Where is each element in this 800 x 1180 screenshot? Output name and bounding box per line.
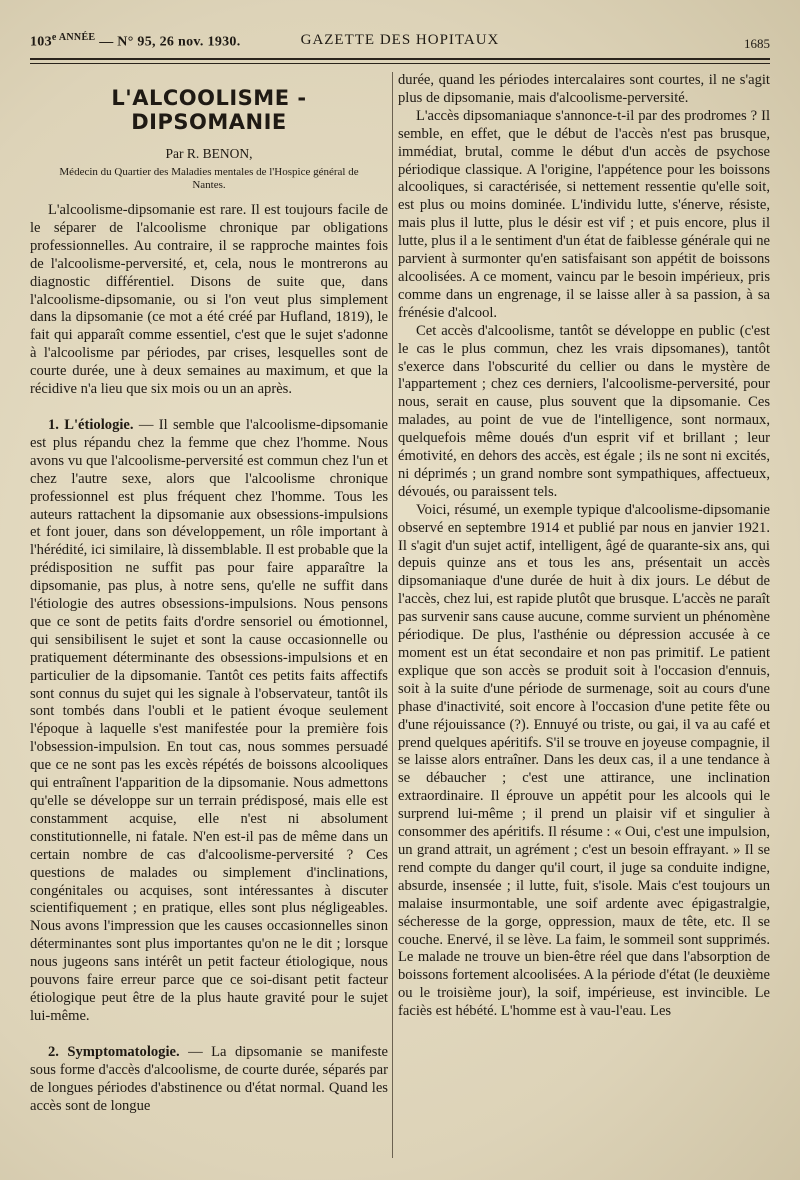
continuation-paragraph: durée, quand les périodes intercalaires sont courtes, il ne s'agit plus de dipsomanie, mais d'alcoolisme-perversité. <box>398 72 770 106</box>
page-header <box>30 28 770 54</box>
prodromes-paragraph: L'accès dipsomaniaque s'annonce-t-il par des prodromes ? Il semble, en effet, que le début de l'accès n'est pas brusque, immédiat, brutal, comme le début d'un accès de psychose périodique classique. A l'origine, l'appétence pour les boissons alcooliques, si caractérisée, si nettement ressentie qu'elle soit, est plus ou moins dominée. L'individu lutte, s'énerve, résiste, mais plus il lutte, plus le désir est vif ; et puis encore, plus il lutte, plus il a le sentiment d'un état de faiblesse générale qui ne parvient à surmonter qu'en satisfaisant son appétit de boissons alcoolisées. A ce moment, vaincu par le besoin impérieux, pris comme dans un engrenage, il se laisse aller à sa passion, à sa frénésie d'alcool. <box>398 107 770 321</box>
column-divider <box>392 72 393 1158</box>
etiology-paragraph <box>30 417 388 1026</box>
public-private-paragraph: Cet accès d'alcoolisme, tantôt se développe en public (c'est le cas le plus commun, chez les vrais dipsomanes), tantôt s'exerce dans l'obscurité du cellier ou dans le mystère de l'appartement ; chez ces derniers, l'alcoolisme-perversité, pour nous, serait en cause, plus souvent que la dipsomanie. Ces malades, au point de vue de l'intelligence, sont normaux, quelquefois même doués d'un esprit vif et brillant ; leur émotivité, en dehors des accès, est égale ; ils ne sont ni excités, ni déprimés ; un grand nombre sont sympathiques, affectueux, dévoués, ou paraissent tels. <box>398 322 770 500</box>
page-number: 1685 <box>744 36 770 51</box>
author-affiliation: Médecin du Quartier des Maladies mentales de l'Hospice général de Nantes. <box>59 166 359 191</box>
symptomatology-text: — La dipsomanie se manifeste sous forme d'accès d'alcoolisme, de courte durée, séparés par de longues périodes d'abstinence ou d'état normal. Quand les accès sont de longue <box>30 1043 388 1114</box>
header-rule-thick <box>30 58 770 60</box>
symptomatology-heading: 2. Symptomatologie. <box>48 1043 180 1060</box>
journal-title: GAZETTE DES HOPITAUX <box>300 32 500 48</box>
issue-year-suffix: e ANNÉE <box>51 32 96 43</box>
right-column <box>398 72 770 1160</box>
case-example-paragraph: Voici, résumé, un exemple typique d'alcoolisme-dipsomanie observé en septembre 1914 et publié par nous en janvier 1921. Il s'agit d'un sujet actif, intelligent, âgé de quarante-six ans, qui depuis quinze ans et tous les ans, présentait un accès dipsomaniaque d'une durée de huit à dix jours. Le début de l'accès, chez lui, est rapide plutôt que brusque. L'accès ne paraît pas survenir sans cause aucune, comme survient un phénomène périodique. De plus, l'asthénie ou dépression accusée à ce moment est un état secondaire et non pas primitif. Le patient explique que son accès se produit soit à l'occasion d'ennuis, soit à la suite d'une période de surmenage, soit au cours d'une phase d'inactivité, soit encore à l'occasion d'une petite fête ou d'une réjouissance (?). Ennuyé ou triste, ou gai, il va au café et prend quelques apéritifs. S'il se trouve en joyeuse compagnie, il se laisse alors entraîner. Dans les deux cas, il a une tendance à se débaucher ; c'est une attirance, une inclination extraordinaire. Il éprouve un appétit pour les alcools qui le surprend lui-même ; il prend un plaisir vif et singulier à consommer des apéritifs. Il résume : « Oui, c'est une impulsion, un grand attrait, un agrément ; c'est un besoin effrayant. » Il se rend compte du danger qu'il court, il juge sa conduite indigne, absurde, insensée ; il lutte, fuit, s'isole. Mais c'est toujours un malaise insurmontable, une soif ardente avec épigastralgie, sécheresse de la gorge, oppression, maux de tête, etc. Il se couche. Enervé, il se lève. La faim, le sommeil sont supprimés. Le malade ne trouve un bien-être réel que dans l'absorption de boissons fortement alcoolisées. A la période d'état (le deuxième ou le troisième jour), la soif, impérieuse, est invincible. Le faciès est hébété. L'homme est à vau-l'eau. Les <box>398 501 770 1020</box>
intro-paragraph: L'alcoolisme-dipsomanie est rare. Il est toujours facile de le séparer de l'alcoolisme chronique par obligations professionnelles. Au contraire, il se rapproche maintes fois de l'alcoolisme-perversité, et, cela, nous le montrerons au diagnostic différentiel. Disons de suite que, dans l'alcoolisme-dipsomanie, ou si l'on veut plus simplement dans la dipsomanie (ce mot a été créé par Hufland, 1819), le fait qui apparaît comme essentiel, c'est que le sujet s'adonne à l'alcoolisme par périodes, par crises, lesquelles sont de courte durée, une à deux semaines au maximum, et que la récidive n'a lieu que six mois ou un an après. <box>30 202 388 398</box>
symptomatology-paragraph <box>30 1044 388 1116</box>
issue-year: 103 <box>30 34 52 50</box>
left-column <box>30 72 388 1160</box>
etiology-heading: 1. L'étiologie. <box>48 416 134 433</box>
article-author: Par R. BENON, <box>165 146 253 161</box>
header-rule-thin <box>30 63 770 64</box>
etiology-text: — Il semble que l'alcoolisme-dipsomanie est plus répandu chez la femme que chez l'homme. Nous avons vu que l'alcoolisme-perversité est commun chez l'un et chez l'autre sexe, alors que l'alcoolisme chronique professionnel est plus fréquent chez l'homme. Tous les auteurs rattachent la dipsomanie aux obsessions-impulsions et font jouer, dans son développement, un rôle important à l'hérédité, ici similaire, là dissemblable. Il est probable que la prédisposition ne suffit pas pour faire apparaître la dipsomanie, pas plus, à notre sens, qu'elle ne suffit dans l'étiologie des autres obsessions-impulsions. Nous pensons que ce sont de petits faits d'ordre sensoriel ou émotionnel, qui sensibilisent le sujet et sont la cause occasionnelle ou pratiquement déterminante des obsessions-impulsions et en particulier de la dipsomanie. Tantôt ces petits faits affectifs sont connus du sujet qui les signale à l'observateur, tantôt ils sont tombés dans l'oubli et le patient évoque seulement l'époque à laquelle s'est manifestée pour la première fois l'obsession-impulsion. En tout cas, nous sommes persuadé que ce ne sont pas les excès répétés de boissons alcooliques qui entraînent l'apparition de la dipsomanie. Nous admettons qu'elle se développe sur un terrain prédisposé, mais elle est constamment acquise, elle n'est ni absolument constitutionnelle, ni fatale. N'en est-il pas de même dans un certain nombre de cas d'alcoolisme-perversité ? Ces questions de malades ou simplement d'inclinations, congénitales ou acquises, sont intéressantes à discuter scientifiquement ; en pratique, elles sont plus négligeables. Nous avons l'impression que les causes occasionnelles sinon déterminantes sont plus importantes qu'on ne le dit ; lorsque nous jugeons sans intérêt un petit facteur étiologique, nous pouvons faire erreur parce que ce soi-disant petit facteur étiologique peut être de la plus haute gravité pour le sujet lui-même. <box>30 416 388 1024</box>
article-title: L'ALCOOLISME - DIPSOMANIE <box>111 86 307 134</box>
issue-number-date: — N° 95, 26 nov. 1930. <box>95 34 241 50</box>
